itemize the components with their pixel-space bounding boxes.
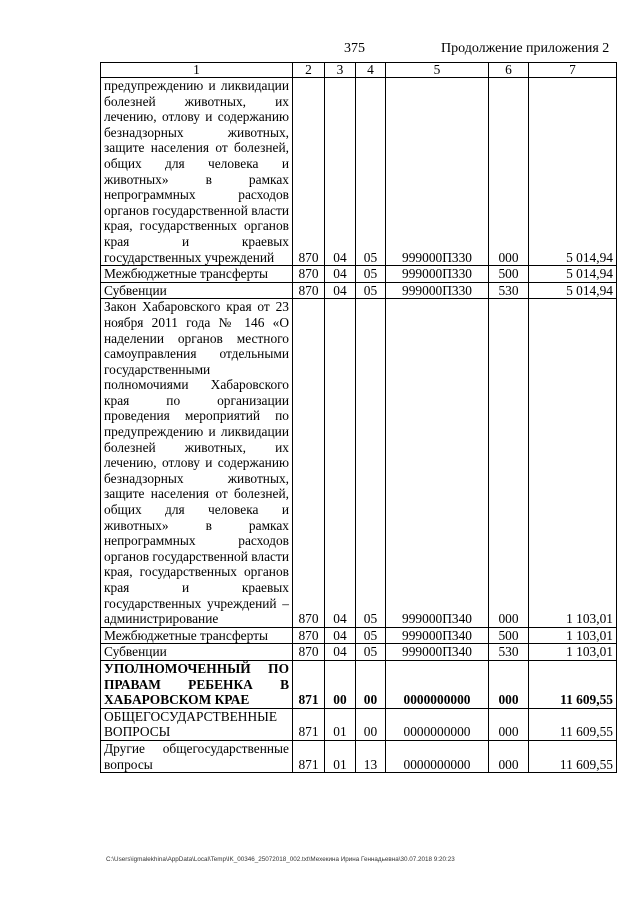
row-amount: 5 014,94 [529,78,617,266]
table-row [101,266,617,283]
row-code-5: 999000П330 [386,78,489,266]
row-amount: 1 103,01 [529,299,617,627]
row-code-4: 05 [356,627,386,644]
row-code-5: 0000000000 [386,740,489,772]
row-code-3: 01 [325,740,356,772]
row-code-3: 04 [325,266,356,283]
row-code-5: 0000000000 [386,708,489,740]
row-name: предупреждению и ликвидации болезней животных, их лечению, отлову и содержанию безнадзорных животных, защите населения от болезней, общих для человека и животных» в рамках непрограммных расходов органов государственной власти края, государственных органов края и краевых государственных учреждений [101,78,293,266]
row-name: УПОЛНОМОЧЕННЫЙ ПО ПРАВАМ РЕБЕНКА В ХАБАРОВСКОМ КРАЕ [101,660,293,708]
row-code-5: 0000000000 [386,660,489,708]
table-row [101,78,617,266]
row-code-5: 999000П330 [386,282,489,299]
row-code-4: 13 [356,740,386,772]
row-code-4: 00 [356,660,386,708]
row-code-6: 000 [489,740,529,772]
column-header: 6 [489,63,529,78]
row-code-4: 00 [356,708,386,740]
row-code-6: 000 [489,78,529,266]
row-code-6: 000 [489,299,529,627]
row-name: Субвенции [101,644,293,661]
column-header: 1 [101,63,293,78]
row-code-5: 999000П340 [386,644,489,661]
appendix-continuation-label: Продолжение приложения 2 [441,41,610,56]
table-row [101,740,617,772]
row-code-6: 500 [489,627,529,644]
row-amount: 1 103,01 [529,644,617,661]
row-code-5: 999000П330 [386,266,489,283]
column-header: 5 [386,63,489,78]
column-header: 4 [356,63,386,78]
row-code-3: 00 [325,660,356,708]
row-amount: 1 103,01 [529,627,617,644]
row-code-5: 999000П340 [386,299,489,627]
row-code-5: 999000П340 [386,627,489,644]
table-row [101,644,617,661]
row-name: Закон Хабаровского края от 23 ноября 2011 года № 146 «О наделении органов местного самоуправления отдельными государственными полномочиями Хабаровского края по организации проведения мероприятий по предупреждению и ликвидации болезней животных, их лечению, отлову и содержанию безнадзорных животных, защите населения от болезней, общих для человека и животных» в рамках непрограммных расходов органов государственной власти края, государственных органов края и краевых государственных учреждений – администрирование [101,299,293,627]
row-code-2: 871 [293,708,325,740]
row-code-6: 500 [489,266,529,283]
row-amount: 11 609,55 [529,708,617,740]
row-amount: 11 609,55 [529,660,617,708]
row-name: Субвенции [101,282,293,299]
row-amount: 5 014,94 [529,282,617,299]
row-code-4: 05 [356,644,386,661]
column-header: 3 [325,63,356,78]
row-code-2: 870 [293,299,325,627]
row-code-2: 870 [293,78,325,266]
row-code-2: 870 [293,644,325,661]
page-number: 375 [344,41,365,56]
row-amount: 5 014,94 [529,266,617,283]
row-code-6: 530 [489,644,529,661]
row-code-2: 871 [293,740,325,772]
row-code-3: 04 [325,644,356,661]
row-code-4: 05 [356,282,386,299]
row-name: ОБЩЕГОСУДАРСТВЕННЫЕ ВОПРОСЫ [101,708,293,740]
row-name: Межбюджетные трансферты [101,627,293,644]
budget-table [100,62,617,773]
row-code-4: 05 [356,78,386,266]
row-code-6: 000 [489,660,529,708]
table-header-row [101,63,617,78]
row-code-6: 000 [489,708,529,740]
row-code-2: 870 [293,627,325,644]
column-header: 7 [529,63,617,78]
row-code-2: 871 [293,660,325,708]
table-row [101,627,617,644]
row-code-2: 870 [293,282,325,299]
table-row [101,660,617,708]
row-code-6: 530 [489,282,529,299]
row-code-3: 04 [325,299,356,627]
row-name: Межбюджетные трансферты [101,266,293,283]
row-code-2: 870 [293,266,325,283]
row-code-4: 05 [356,299,386,627]
row-code-3: 01 [325,708,356,740]
row-amount: 11 609,55 [529,740,617,772]
row-code-3: 04 [325,627,356,644]
table-row [101,299,617,627]
row-name: Другие общегосударственные вопросы [101,740,293,772]
column-header: 2 [293,63,325,78]
file-path-footer: C:\Users\igmalekhina\AppData\Local\Temp\IK_00346_25072018_002.txt\Мехекина Ирина Геннадьевна\30.07.2018 9:20:23 [106,856,455,863]
row-code-4: 05 [356,266,386,283]
table-row [101,708,617,740]
table-row [101,282,617,299]
row-code-3: 04 [325,282,356,299]
row-code-3: 04 [325,78,356,266]
